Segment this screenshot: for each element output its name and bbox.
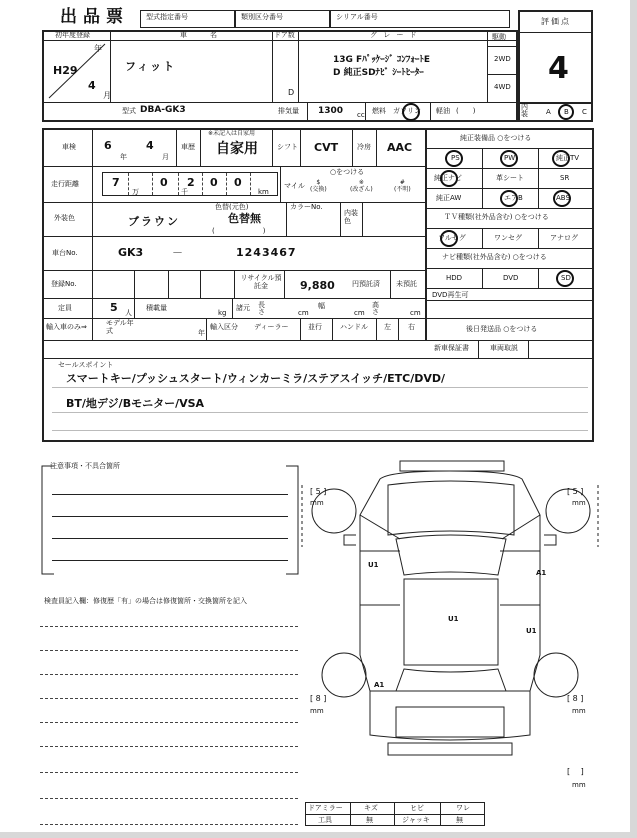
equipment-title: 純正装備品 ○をつける bbox=[460, 134, 532, 142]
interior-b: B bbox=[564, 108, 569, 116]
mark-u1-right-rear: U1 bbox=[526, 627, 537, 635]
import-label: 輸入車のみ⇒ bbox=[46, 323, 87, 331]
footer-scratch: キズ bbox=[364, 804, 378, 812]
manual-label: 車両取説 bbox=[490, 344, 518, 352]
mileage-d3: 2 bbox=[187, 176, 195, 189]
mm-front-left: mm bbox=[310, 499, 324, 507]
form-title: 出品票 bbox=[60, 7, 129, 27]
dims-height-unit: cm bbox=[410, 309, 421, 317]
model-year-label: モデル年式 bbox=[106, 319, 134, 335]
equip-airbag: エアB bbox=[504, 194, 523, 202]
meter-opt-tampered: ※ (改ざん) bbox=[350, 179, 373, 194]
chassis-label: 車台No. bbox=[52, 249, 78, 257]
warranty-label: 新車保証書 bbox=[434, 344, 469, 352]
class-field: 類別区分番号 bbox=[235, 10, 330, 28]
chassis-number: 1243467 bbox=[236, 246, 297, 259]
model-year-unit: 年 bbox=[198, 329, 205, 337]
capacity-unit: 人 bbox=[125, 309, 132, 317]
doors-label: ドア数 bbox=[274, 31, 295, 39]
navi-hdd: HDD bbox=[446, 274, 463, 282]
mileage-unit-km: km bbox=[258, 188, 269, 196]
equip-tv: 純正TV bbox=[556, 154, 580, 162]
color-value: ブラウン bbox=[128, 215, 180, 228]
equip-abs: ABS bbox=[556, 194, 570, 202]
footer-crack: ヒビ bbox=[410, 804, 424, 812]
footer-jack: ジャッキ bbox=[402, 816, 430, 824]
capacity-label: 定員 bbox=[58, 304, 72, 312]
ac-value: AAC bbox=[387, 141, 413, 154]
interior-label: 内装 bbox=[521, 103, 528, 118]
drive-2wd: 2WD bbox=[494, 55, 511, 63]
dims-label: 諸元 bbox=[236, 304, 250, 312]
interior-b-circle bbox=[558, 104, 574, 120]
fuel-paren: ( ) bbox=[456, 107, 476, 115]
tv-analog: アナログ bbox=[550, 234, 578, 242]
equip-sr: SR bbox=[560, 174, 570, 182]
mark-u1-roof: U1 bbox=[448, 615, 459, 623]
year-label: 初年度登録 bbox=[55, 31, 90, 39]
dims-length: 長さ bbox=[258, 301, 265, 316]
fuel-diesel: 軽油 bbox=[436, 107, 450, 115]
mm-spare: mm bbox=[572, 781, 586, 789]
scan-edge-right bbox=[630, 0, 637, 838]
grade-line2: D 純正SDﾅﾋﾞ ｼｰﾄﾋｰﾀｰ bbox=[333, 68, 424, 78]
dims-length-unit: cm bbox=[298, 309, 309, 317]
dvd-label: DVD再生可 bbox=[432, 291, 469, 299]
meter-opt-unknown: # (不明) bbox=[394, 179, 411, 194]
rating-label: 評価点 bbox=[541, 17, 571, 26]
color-label: 外装色 bbox=[54, 214, 75, 222]
scan-edge-bottom bbox=[0, 832, 637, 838]
tread-spare: [ ] bbox=[567, 767, 584, 776]
displacement-value: 1300 bbox=[318, 106, 344, 116]
mark-u1-left-door: U1 bbox=[368, 561, 379, 569]
chassis-dash: － bbox=[172, 246, 183, 259]
meter-label: マイル bbox=[284, 182, 305, 190]
mm-front-right: mm bbox=[572, 499, 586, 507]
ac-label: 冷房 bbox=[357, 143, 371, 151]
color-repaint-value: 色替無 bbox=[228, 212, 261, 225]
color-repaint-label: 色替(元色) bbox=[215, 203, 249, 211]
inspection-label: 車検 bbox=[62, 143, 76, 151]
grade-label: グ レ ー ド bbox=[370, 31, 419, 39]
dims-width: 幅 bbox=[318, 302, 325, 310]
recycle-label: リサイクル預託金 bbox=[240, 274, 282, 290]
notes-label: 注意事項・不具合箇所 bbox=[50, 462, 120, 470]
month-suffix: 月 bbox=[103, 91, 111, 100]
import-type-dealer: ディーラー bbox=[254, 323, 289, 331]
mileage-d4: 0 bbox=[210, 176, 218, 189]
interior-color-label: 内装色 bbox=[344, 209, 358, 225]
shift-label: シフト bbox=[277, 143, 298, 151]
recycle-unit: 円預託済 bbox=[352, 280, 380, 288]
type-cert-field: 型式指定番号 bbox=[140, 10, 235, 28]
navi-dvd: DVD bbox=[503, 274, 519, 282]
navi-sd-circle bbox=[556, 270, 574, 287]
equip-ps: PS bbox=[451, 154, 460, 162]
equip-airbag-circle bbox=[500, 190, 518, 207]
sales-point-line1: スマートキー/プッシュスタート/ウィンカーミラ/ステアスイッチ/ETC/DVD/ bbox=[66, 372, 445, 385]
footer-tools: 工具 bbox=[318, 816, 332, 824]
footer-break: ワレ bbox=[456, 804, 470, 812]
footer-tools-none: 無 bbox=[366, 816, 373, 824]
import-type-label: 輸入区分 bbox=[210, 323, 238, 331]
equip-abs-circle bbox=[553, 190, 571, 207]
tread-rear-left: [ 8 ] bbox=[310, 694, 327, 703]
mileage-d2: 0 bbox=[160, 176, 168, 189]
tread-rear-right: [ 8 ] bbox=[567, 694, 584, 703]
car-diagram bbox=[300, 455, 600, 825]
retrofit-title: 後日発送品 ○をつける bbox=[466, 325, 538, 333]
mileage-unit-man: 万 bbox=[132, 188, 139, 196]
steering-label: ハンドル bbox=[340, 323, 368, 331]
mark-a1-right-door: A1 bbox=[536, 569, 547, 577]
tv-oneseg: ワンセグ bbox=[494, 234, 522, 242]
load-label: 積載量 bbox=[146, 304, 167, 312]
chassis-prefix: GK3 bbox=[118, 246, 144, 259]
footer-jack-none: 無 bbox=[456, 816, 463, 824]
sales-point-line2: BT/地デジ/Bモニター/VSA bbox=[66, 397, 205, 410]
reg-label: 登録No. bbox=[51, 280, 77, 288]
year-suffix: 年 bbox=[94, 44, 102, 53]
color-paren: ( ) bbox=[212, 227, 270, 235]
month-value: 4 bbox=[88, 79, 96, 92]
steering-left: 左 bbox=[384, 323, 391, 331]
grade-line1: 13G Fﾊﾟｯｹｰｼﾞ ｺﾝﾌｫｰﾄE bbox=[333, 55, 430, 65]
mileage-label: 走行距離 bbox=[51, 180, 79, 188]
notes-bracket bbox=[40, 462, 300, 582]
equip-ps-circle bbox=[445, 150, 463, 167]
displacement-unit: cc bbox=[357, 111, 365, 119]
steering-right: 右 bbox=[408, 323, 415, 331]
drive-4wd: 4WD bbox=[494, 83, 511, 91]
fuel-gas-circle bbox=[402, 103, 420, 121]
equip-leather: 革シート bbox=[496, 174, 524, 182]
serial-field: シリアル番号 bbox=[330, 10, 510, 28]
inspection-year: 6 bbox=[104, 139, 112, 152]
history-value: 自家用 bbox=[216, 141, 258, 157]
tv-fullseg: フルセグ bbox=[438, 234, 466, 242]
dims-width-unit: cm bbox=[354, 309, 365, 317]
rating-value: 4 bbox=[548, 51, 569, 86]
model-label: 型式 bbox=[122, 107, 136, 115]
import-type-parallel: 並行 bbox=[308, 323, 322, 331]
color-no-label: カラーNo. bbox=[290, 203, 323, 211]
tread-front-right: [ 5 ] bbox=[567, 487, 584, 496]
shift-value: CVT bbox=[314, 141, 339, 154]
interior-a: A bbox=[546, 108, 551, 116]
history-note: ※未記入は自家用 bbox=[208, 130, 256, 137]
doors-suffix: D bbox=[288, 88, 295, 97]
inspection-year-unit: 年 bbox=[120, 153, 127, 161]
equip-navi-circle bbox=[440, 170, 458, 187]
interior-c: C bbox=[582, 108, 587, 116]
tv-fullseg-circle bbox=[440, 230, 458, 247]
mileage-d1: 7 bbox=[112, 176, 120, 189]
equip-pw: PW bbox=[504, 154, 516, 162]
mark-a1-left-rear: A1 bbox=[374, 681, 385, 689]
model-value: DBA-GK3 bbox=[140, 105, 186, 115]
inspection-month: 4 bbox=[146, 139, 154, 152]
fuel-gas: ガソリン bbox=[393, 107, 421, 115]
equip-navi: 純正ナビ bbox=[434, 174, 462, 182]
equip-pw-circle bbox=[500, 150, 518, 167]
displacement-label: 排気量 bbox=[278, 107, 299, 115]
footer-mirror: ドアミラー bbox=[308, 804, 343, 812]
car-name: フィット bbox=[125, 60, 177, 73]
meter-note: ○をつける bbox=[330, 168, 365, 176]
sales-point-label: セールスポイント bbox=[58, 361, 114, 369]
inspector-label: 検査員記入欄：修復歴「有」の場合は修復箇所・交換箇所を記入 bbox=[44, 597, 247, 605]
mm-rear-left: mm bbox=[310, 707, 324, 715]
fuel-label: 燃料 bbox=[372, 107, 386, 115]
dims-height: 高さ bbox=[372, 301, 379, 316]
tread-front-left: [ 5 ] bbox=[310, 487, 327, 496]
drive-label: 駆動 bbox=[492, 33, 506, 41]
meter-opt-replaced: $ (交換) bbox=[310, 179, 327, 194]
load-unit: kg bbox=[218, 309, 227, 317]
history-label: 車歴 bbox=[181, 143, 195, 151]
mileage-unit-sen: 千 bbox=[181, 188, 188, 196]
navi-title: ナビ種類(社外品含む) ○をつける bbox=[442, 253, 547, 261]
equip-aw: 純正AW bbox=[436, 194, 462, 202]
mm-rear-right: mm bbox=[572, 707, 586, 715]
navi-sd: SD bbox=[561, 274, 571, 282]
equip-tv-circle bbox=[552, 150, 570, 167]
capacity-value: 5 bbox=[110, 301, 118, 314]
name-label: 車 名 bbox=[180, 31, 220, 39]
inspection-month-unit: 月 bbox=[162, 153, 169, 161]
tv-title: ＴＶ種類(社外品含む) ○をつける bbox=[444, 213, 549, 221]
mileage-d5: 0 bbox=[234, 176, 242, 189]
year-era: H29 bbox=[53, 64, 78, 77]
recycle-unpaid: 未預託 bbox=[396, 280, 417, 288]
recycle-value: 9,880 bbox=[300, 279, 335, 292]
